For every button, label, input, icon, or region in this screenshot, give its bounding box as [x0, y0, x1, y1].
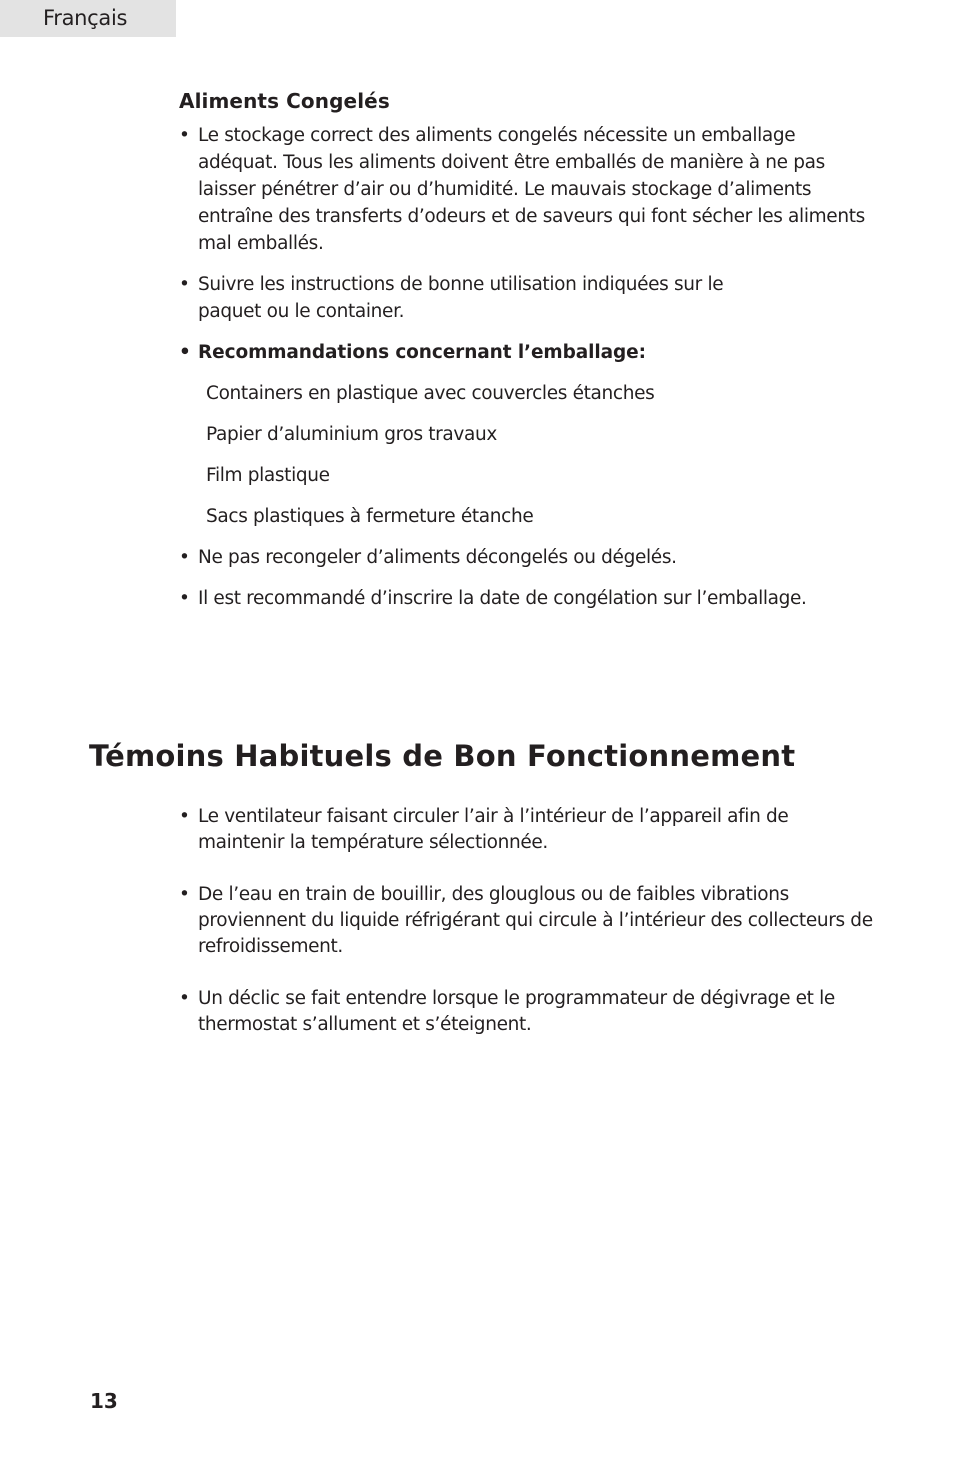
bullet-point: • — [179, 988, 190, 1009]
page-number: 13 — [90, 1389, 118, 1413]
date-text: Il est recommandé d’inscrire la date de congélation sur l’emballage. — [198, 588, 807, 609]
list-item — [179, 986, 879, 1038]
frozen-foods-section — [179, 86, 879, 612]
frozen-foods-heading: Aliments Congelés — [179, 89, 390, 113]
wrapping-item: Film plastique — [206, 465, 330, 486]
bullet-point: • — [179, 547, 190, 568]
language-tab: Français — [0, 0, 176, 37]
fan-text: Le ventilateur faisant circuler l’air à l’intérieur de l’appareil afin de maintenir la température sélectionnée. — [198, 806, 789, 853]
bullet-point: • — [179, 342, 191, 363]
wrapping-item: Papier d’aluminium gros travaux — [206, 424, 497, 445]
bullet-point: • — [179, 884, 190, 905]
list-item — [179, 544, 879, 571]
normal-signs-heading: Témoins Habituels de Bon Fonctionnement — [89, 739, 796, 773]
wrapping-item: Containers en plastique avec couvercles étanches — [206, 383, 655, 404]
refreeze-text: Ne pas recongeler d’aliments décongelés ou dégelés. — [198, 547, 677, 568]
bullet-point: • — [179, 806, 190, 827]
water-text: De l’eau en train de bouillir, des glouglous ou de faibles vibrations proviennent du liquide réfrigérant qui circule à l’intérieur des collecteurs de refroidissement. — [198, 884, 873, 957]
list-item — [179, 271, 758, 325]
bullet-point: • — [179, 588, 190, 609]
normal-signs-section — [179, 804, 879, 1064]
bullet-point: • — [179, 125, 190, 146]
storage-text: Le stockage correct des aliments congelés nécessite un emballage adéquat. Tous les aliments doivent être emballés de manière à ne pas laisser pénétrer d’air ou d’humidité. Le mauvais stockage d’aliments entraîne des transferts d’odeurs et de saveurs qui font sécher les aliments mal emballés. — [198, 125, 865, 254]
list-item — [179, 122, 879, 257]
list-item — [179, 585, 879, 612]
click-text: Un déclic se fait entendre lorsque le programmateur de dégivrage et le thermostat s’allument et s’éteignent. — [198, 988, 835, 1035]
instructions-text: Suivre les instructions de bonne utilisation indiquées sur le paquet ou le container. — [198, 274, 724, 322]
list-item — [179, 339, 879, 366]
recommendations-label: Recommandations concernant l’emballage: — [198, 342, 646, 363]
list-item — [179, 882, 879, 960]
list-item — [179, 804, 879, 856]
bullet-point: • — [179, 274, 190, 295]
wrapping-item: Sacs plastiques à fermeture étanche — [206, 506, 534, 527]
